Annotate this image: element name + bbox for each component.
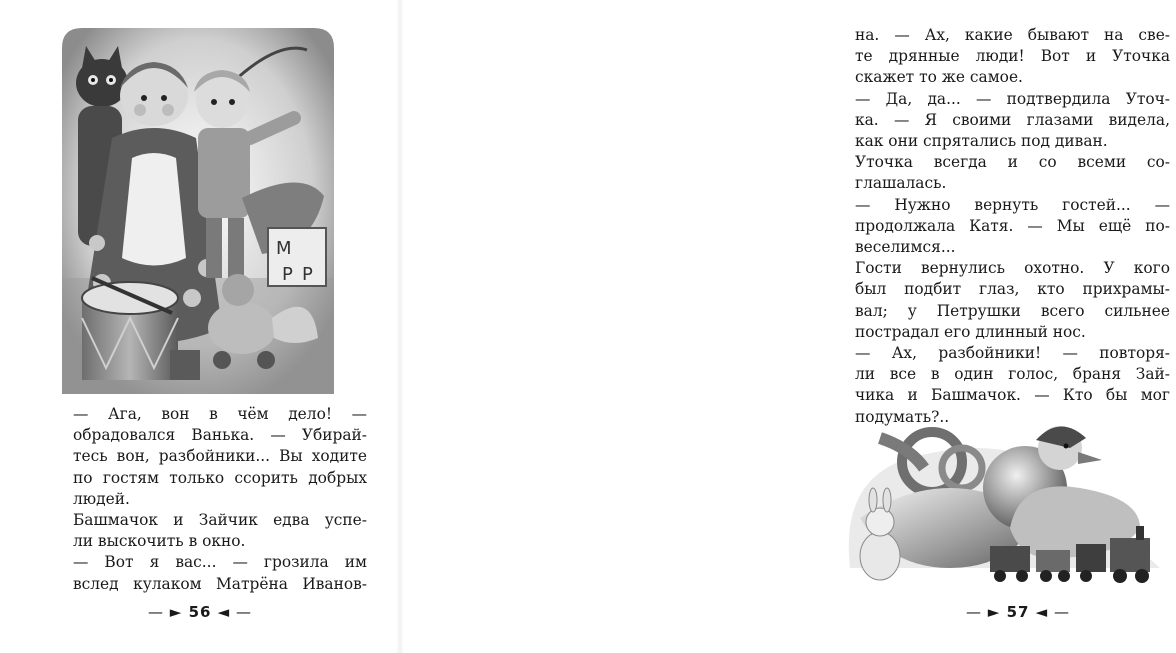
- left-page-text: [73, 404, 367, 595]
- svg-text:Р: Р: [302, 264, 313, 285]
- page-number-57: [958, 603, 1078, 621]
- text-line: Уточка всегда и со всеми со-: [855, 153, 1170, 172]
- drum: [82, 278, 178, 380]
- text-line: как они спрятались под диван.: [855, 132, 1108, 151]
- text-line: пострадал его длинный нос.: [855, 322, 1086, 341]
- text-line: подумать?..: [855, 407, 950, 426]
- text-line: вал; у Петрушки всего сильнее: [855, 301, 1170, 320]
- text-line: ли все в один голос, браня Зай-: [855, 365, 1170, 384]
- text-line: глашалась.: [855, 174, 947, 193]
- text-line: ли выскочить в окно.: [73, 532, 246, 551]
- text-line: чика и Башмачок. — Кто бы мог: [855, 386, 1170, 405]
- letter-cube: [268, 228, 326, 286]
- folio-mark: ◄ —: [1035, 603, 1070, 621]
- text-line: Гости вернулись охотно. У кого: [855, 259, 1170, 278]
- svg-text:М: М: [276, 238, 292, 259]
- text-line: веселимся...: [855, 238, 956, 257]
- text-line: — Вот я вас... — грозила им: [73, 553, 367, 572]
- text-line: — Ага, вон в чём дело! —: [73, 405, 367, 423]
- folio-mark: — ►: [966, 603, 1001, 621]
- page-number: 57: [1006, 603, 1030, 621]
- toys-duck-illustration: [840, 418, 1176, 588]
- text-line: был подбит глаз, кто прихрамы-: [855, 280, 1170, 299]
- text-line: Башмачок и Зайчик едва успе-: [73, 511, 367, 530]
- text-line: по гостям только ссорить добрых: [73, 468, 367, 487]
- text-line: — Нужно вернуть гостей... —: [855, 195, 1170, 214]
- text-line: вслед кулаком Матрёна Иванов-: [73, 574, 367, 593]
- right-page-text: [855, 25, 1170, 428]
- left-page: [0, 0, 400, 653]
- page-number-56: [140, 603, 260, 621]
- text-line: обрадовался Ванька. — Убирай-: [73, 426, 367, 445]
- text-line: ка. — Я своими глазами видела,: [855, 110, 1170, 129]
- text-line: — Да, да... — подтвердила Уточ-: [855, 89, 1170, 108]
- right-page: [400, 0, 1170, 653]
- toys-dancing-illustration: [62, 28, 334, 394]
- text-line: скажет то же самое.: [855, 68, 1023, 87]
- svg-text:Р: Р: [282, 264, 293, 285]
- page-number: 56: [188, 603, 212, 621]
- text-line: — Ах, разбойники! — повторя-: [855, 344, 1170, 363]
- text-line: те дрянные люди! Вот и Уточка: [855, 47, 1170, 66]
- folio-mark: — ►: [148, 603, 183, 621]
- text-line: продолжала Катя. — Мы ещё по-: [855, 216, 1170, 235]
- text-line: на. — Ах, какие бывают на све-: [855, 26, 1170, 44]
- text-line: людей.: [73, 489, 130, 508]
- text-line: тесь вон, разбойники... Вы ходите: [73, 447, 367, 466]
- folio-mark: ◄ —: [217, 603, 252, 621]
